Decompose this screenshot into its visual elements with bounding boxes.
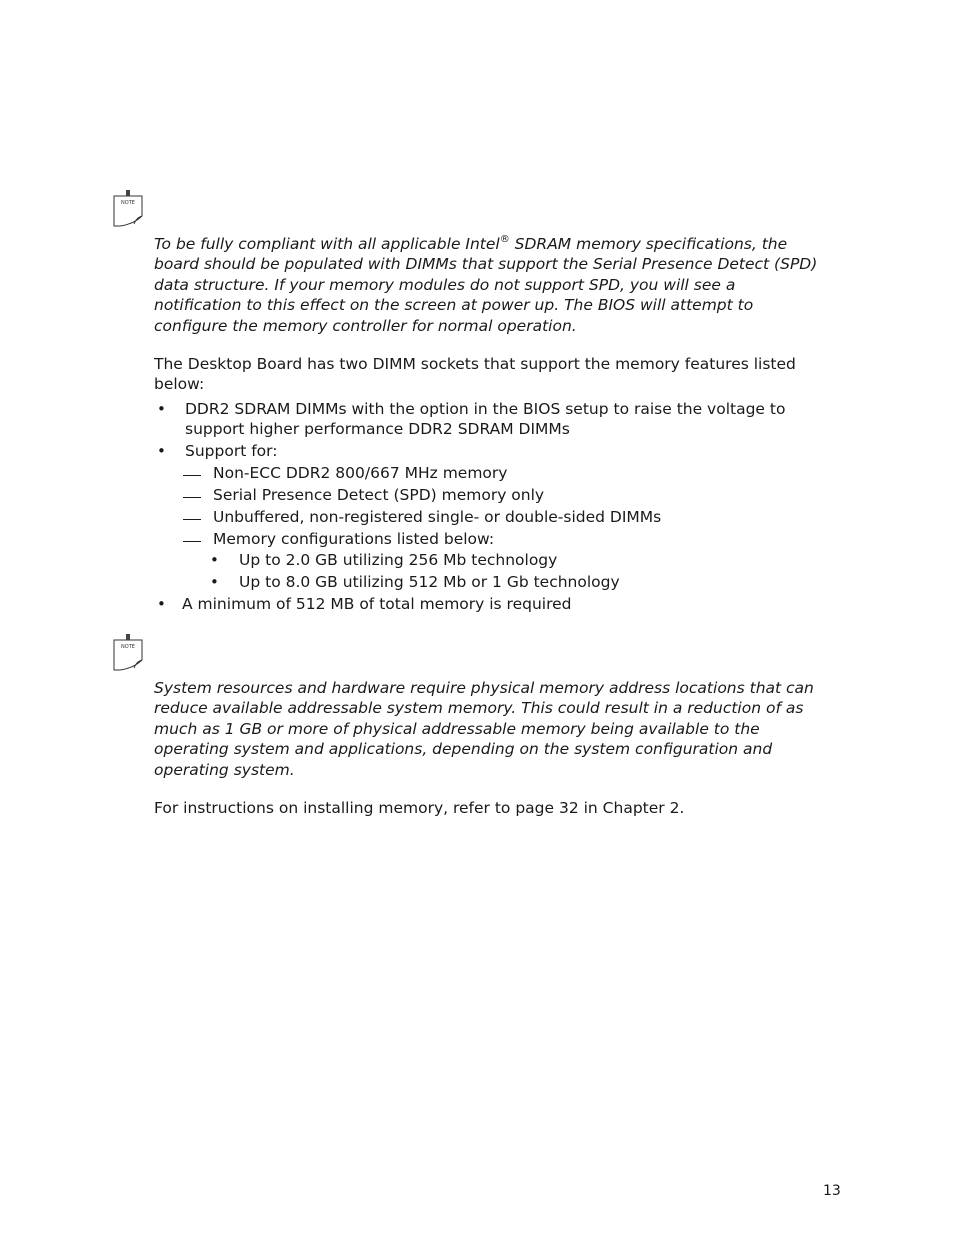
note-icon-label: NOTE <box>121 644 135 650</box>
note-2-line-4: operating system and applications, depending on the system configuration and <box>154 740 773 759</box>
sub-item-1: Up to 2.0 GB utilizing 256 Mb technology <box>239 551 558 569</box>
note-1-line-3: data structure. If your memory modules do not support SPD, you will see a <box>154 275 736 294</box>
bullet-item-1-line-1: DDR2 SDRAM DIMMs with the option in the BIOS setup to raise the voltage to <box>185 400 786 418</box>
note-2-line-3: much as 1 GB or more of physical addressable memory being available to the <box>154 719 760 738</box>
note-1-text <box>154 234 844 336</box>
bullet-marker: • <box>157 595 166 613</box>
note-2-text <box>154 678 844 780</box>
dash-marker <box>183 541 201 542</box>
registered-mark: ® <box>499 233 510 245</box>
bullet-item-3: A minimum of 512 MB of total memory is required <box>182 595 572 613</box>
sub-item-2: Up to 8.0 GB utilizing 512 Mb or 1 Gb technology <box>239 573 620 591</box>
sub-bullet-marker: • <box>210 551 219 569</box>
bullet-item-2: Support for: <box>185 442 278 460</box>
dash-item-3: Unbuffered, non-registered single- or double-sided DIMMs <box>213 508 662 526</box>
note-2-line-2: reduce available addressable system memory. This could result in a reduction of as <box>154 699 804 718</box>
note-1-line-2: board should be populated with DIMMs that support the Serial Presence Detect (SPD) <box>154 255 818 274</box>
dash-item-4: Memory configurations listed below: <box>213 530 495 548</box>
bullet-item-1-line-2: support higher performance DDR2 SDRAM DIMMs <box>185 420 570 438</box>
instructions-paragraph: For instructions on installing memory, refer to page 32 in Chapter 2. <box>154 799 685 817</box>
dash-item-2: Serial Presence Detect (SPD) memory only <box>213 486 545 504</box>
note-2-line-5: operating system. <box>154 760 295 779</box>
note-2-line-1: System resources and hardware require physical memory address locations that can <box>154 679 814 697</box>
note-icon <box>112 188 146 228</box>
intro-paragraph <box>154 354 844 395</box>
page-number: 13 <box>823 1183 841 1199</box>
note-1-line-1-a: To be fully compliant with all applicable Intel <box>154 235 500 253</box>
note-icon-label: NOTE <box>121 200 135 206</box>
intro-line-2: below: <box>154 375 205 394</box>
dash-item-1: Non-ECC DDR2 800/667 MHz memory <box>213 464 508 482</box>
note-1-line-4: notification to this effect on the screen at power up. The BIOS will attempt to <box>154 296 754 315</box>
note-1-line-1-b: SDRAM memory specifications, the <box>509 235 788 253</box>
bullet-marker: • <box>157 400 166 418</box>
bullet-marker: • <box>157 442 166 460</box>
dash-marker <box>183 475 201 476</box>
note-icon <box>112 632 146 672</box>
dash-marker <box>183 497 201 498</box>
intro-line-1: The Desktop Board has two DIMM sockets that support the memory features listed <box>154 355 796 373</box>
sub-bullet-marker: • <box>210 573 219 591</box>
dash-marker <box>183 519 201 520</box>
note-1-line-5: configure the memory controller for normal operation. <box>154 316 577 335</box>
